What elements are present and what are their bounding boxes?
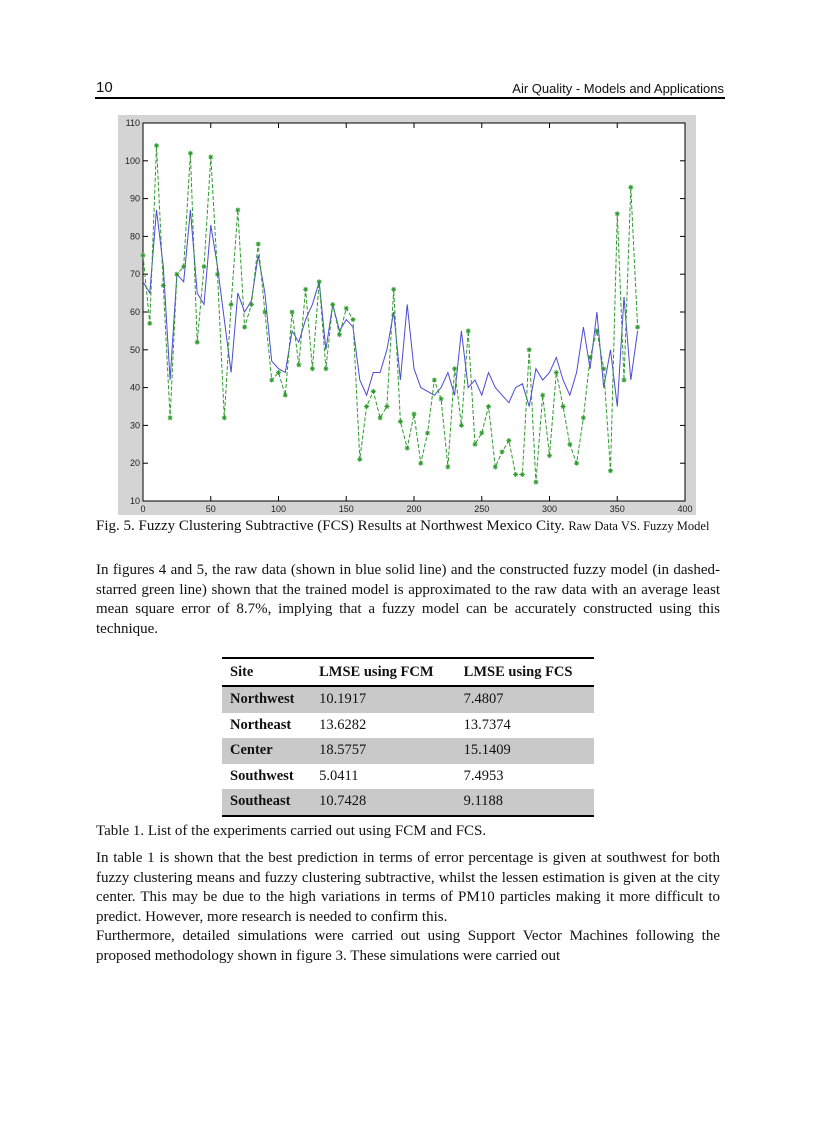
- star-marker: [215, 272, 220, 277]
- star-marker: [222, 415, 227, 420]
- star-marker: [201, 264, 206, 269]
- line-chart: [118, 115, 696, 515]
- paragraph: Furthermore, detailed simulations were carried out using Support Vector Machines following the proposed methodology shown in figure 3. These simulations were carried out: [96, 928, 720, 964]
- star-marker: [588, 355, 593, 360]
- x-tick-label: 100: [270, 504, 287, 514]
- x-tick-label: 200: [406, 504, 422, 514]
- fcs-cell: 15.1409: [456, 738, 594, 764]
- star-marker: [432, 378, 437, 383]
- star-marker: [357, 457, 362, 462]
- star-marker: [608, 468, 613, 473]
- table-row: [222, 764, 594, 790]
- star-marker: [161, 283, 166, 288]
- plot-area: [143, 123, 685, 501]
- column-header: Site: [222, 658, 311, 686]
- star-marker: [344, 306, 349, 311]
- site-cell: Southeast: [222, 789, 311, 816]
- star-marker: [561, 404, 566, 409]
- star-marker: [622, 378, 627, 383]
- star-marker: [594, 328, 599, 333]
- star-marker: [486, 404, 491, 409]
- x-tick-label: 150: [338, 504, 354, 514]
- star-marker: [425, 430, 430, 435]
- figure-5: [118, 115, 696, 515]
- star-marker: [310, 366, 315, 371]
- table-caption: Table 1. List of the experiments carried out using FCM and FCS.: [96, 823, 487, 839]
- site-cell: Northwest: [222, 686, 311, 713]
- star-marker: [391, 287, 396, 292]
- star-marker: [452, 366, 457, 371]
- y-tick-label: 20: [129, 458, 140, 469]
- star-marker: [439, 396, 444, 401]
- fcm-cell: 5.0411: [319, 767, 359, 784]
- star-marker: [154, 143, 159, 148]
- star-marker: [635, 325, 640, 330]
- fcs-cell: 13.7374: [463, 716, 511, 733]
- star-marker: [262, 310, 267, 315]
- caption-main: Fig. 5. Fuzzy Clustering Subtractive (FCS) Results at Northwest Mexico City.: [96, 518, 565, 534]
- star-marker: [554, 370, 559, 375]
- paragraph-block: [96, 849, 720, 967]
- x-tick-label: 50: [205, 504, 216, 514]
- star-marker: [303, 287, 308, 292]
- star-marker: [290, 310, 295, 315]
- site-cell: Center: [222, 738, 311, 764]
- star-marker: [208, 155, 213, 160]
- y-tick-label: 110: [125, 118, 140, 128]
- table-header-row: [222, 658, 594, 686]
- star-marker: [412, 412, 417, 417]
- site-cell: Northeast: [230, 716, 292, 733]
- star-marker: [567, 442, 572, 447]
- table-row: [222, 738, 594, 764]
- star-marker: [506, 438, 511, 443]
- y-tick-label: 40: [129, 382, 140, 393]
- fcm-cell: 10.1917: [311, 686, 456, 713]
- star-marker: [466, 328, 471, 333]
- star-marker: [317, 279, 322, 284]
- star-marker: [371, 389, 376, 394]
- fcm-cell: 10.7428: [311, 789, 456, 816]
- star-marker: [520, 472, 525, 477]
- table-row: [222, 713, 594, 739]
- running-header: Air Quality - Models and Applications: [512, 81, 724, 96]
- star-marker: [445, 464, 450, 469]
- star-marker: [269, 378, 274, 383]
- y-tick-label: 60: [129, 307, 140, 317]
- y-tick-label: 10: [129, 496, 140, 506]
- fcs-cell: 7.4807: [456, 686, 594, 713]
- star-marker: [276, 370, 281, 375]
- fcm-cell: 13.6282: [319, 716, 367, 733]
- star-marker: [500, 449, 505, 454]
- x-tick-label: 250: [474, 504, 490, 514]
- caption-sub: Raw Data VS. Fuzzy Model: [568, 519, 710, 533]
- star-marker: [174, 272, 179, 277]
- fcs-cell: 7.4953: [463, 767, 504, 784]
- star-marker: [351, 317, 356, 322]
- star-marker: [283, 393, 288, 398]
- star-marker: [378, 415, 383, 420]
- star-marker: [181, 264, 186, 269]
- column-header: LMSE using FCS: [456, 658, 594, 686]
- star-marker: [242, 325, 247, 330]
- header-rule: [95, 97, 725, 99]
- star-marker: [188, 151, 193, 156]
- star-marker: [256, 241, 261, 246]
- y-tick-label: 50: [129, 344, 140, 355]
- star-marker: [296, 362, 301, 367]
- table-row: [222, 686, 594, 713]
- star-marker: [384, 404, 389, 409]
- star-marker: [141, 253, 146, 258]
- star-marker: [398, 419, 403, 424]
- star-marker: [235, 207, 240, 212]
- star-marker: [527, 347, 532, 352]
- star-marker: [405, 446, 410, 451]
- results-table: [222, 657, 594, 817]
- star-marker: [601, 366, 606, 371]
- x-tick-label: 400: [677, 504, 693, 514]
- star-marker: [364, 404, 369, 409]
- table-row: [222, 789, 594, 816]
- star-marker: [168, 415, 173, 420]
- star-marker: [615, 211, 620, 216]
- star-marker: [459, 423, 464, 428]
- star-marker: [513, 472, 518, 477]
- star-marker: [493, 464, 498, 469]
- star-marker: [337, 332, 342, 337]
- star-marker: [581, 415, 586, 420]
- fcs-cell: 9.1188: [456, 789, 594, 816]
- star-marker: [195, 340, 200, 345]
- x-tick-label: 350: [609, 504, 625, 514]
- star-marker: [479, 430, 484, 435]
- star-marker: [249, 302, 254, 307]
- y-tick-label: 70: [129, 269, 140, 280]
- figure-caption: [96, 516, 720, 536]
- star-marker: [147, 321, 152, 326]
- star-marker: [323, 366, 328, 371]
- y-tick-label: 90: [129, 193, 140, 204]
- y-tick-label: 80: [129, 231, 140, 242]
- paragraph: In table 1 is shown that the best prediction in terms of error percentage is given at southwest for both fuzzy clustering means and fuzzy clustering subtractive, whilst the lessen estimation is given at the city center. This may be due to the high variations in terms of PM10 particles making it more difficult to predict. However, more research is needed to confirm this.: [96, 850, 720, 925]
- y-tick-label: 30: [129, 420, 140, 431]
- x-tick-label: 0: [140, 504, 146, 514]
- star-marker: [229, 302, 234, 307]
- fcm-cell: 18.5757: [311, 738, 456, 764]
- site-cell: Southwest: [230, 767, 294, 784]
- star-marker: [472, 442, 477, 447]
- y-tick-label: 100: [124, 155, 140, 166]
- star-marker: [547, 453, 552, 458]
- star-marker: [628, 185, 633, 190]
- star-marker: [533, 480, 538, 485]
- star-marker: [418, 461, 423, 466]
- star-marker: [330, 302, 335, 307]
- star-marker: [540, 393, 545, 398]
- star-marker: [574, 461, 579, 466]
- paragraph: In figures 4 and 5, the raw data (shown in blue solid line) and the constructed fuzzy model (in dashed-starred green line) shown that the trained model is approximated to the raw data with an average least mean square error of 8.7%, implying that a fuzzy model can be accurately constructed using this technique.: [96, 562, 720, 637]
- x-tick-label: 300: [541, 504, 558, 514]
- page-number: 10: [96, 79, 113, 96]
- column-header: LMSE using FCM: [311, 658, 456, 686]
